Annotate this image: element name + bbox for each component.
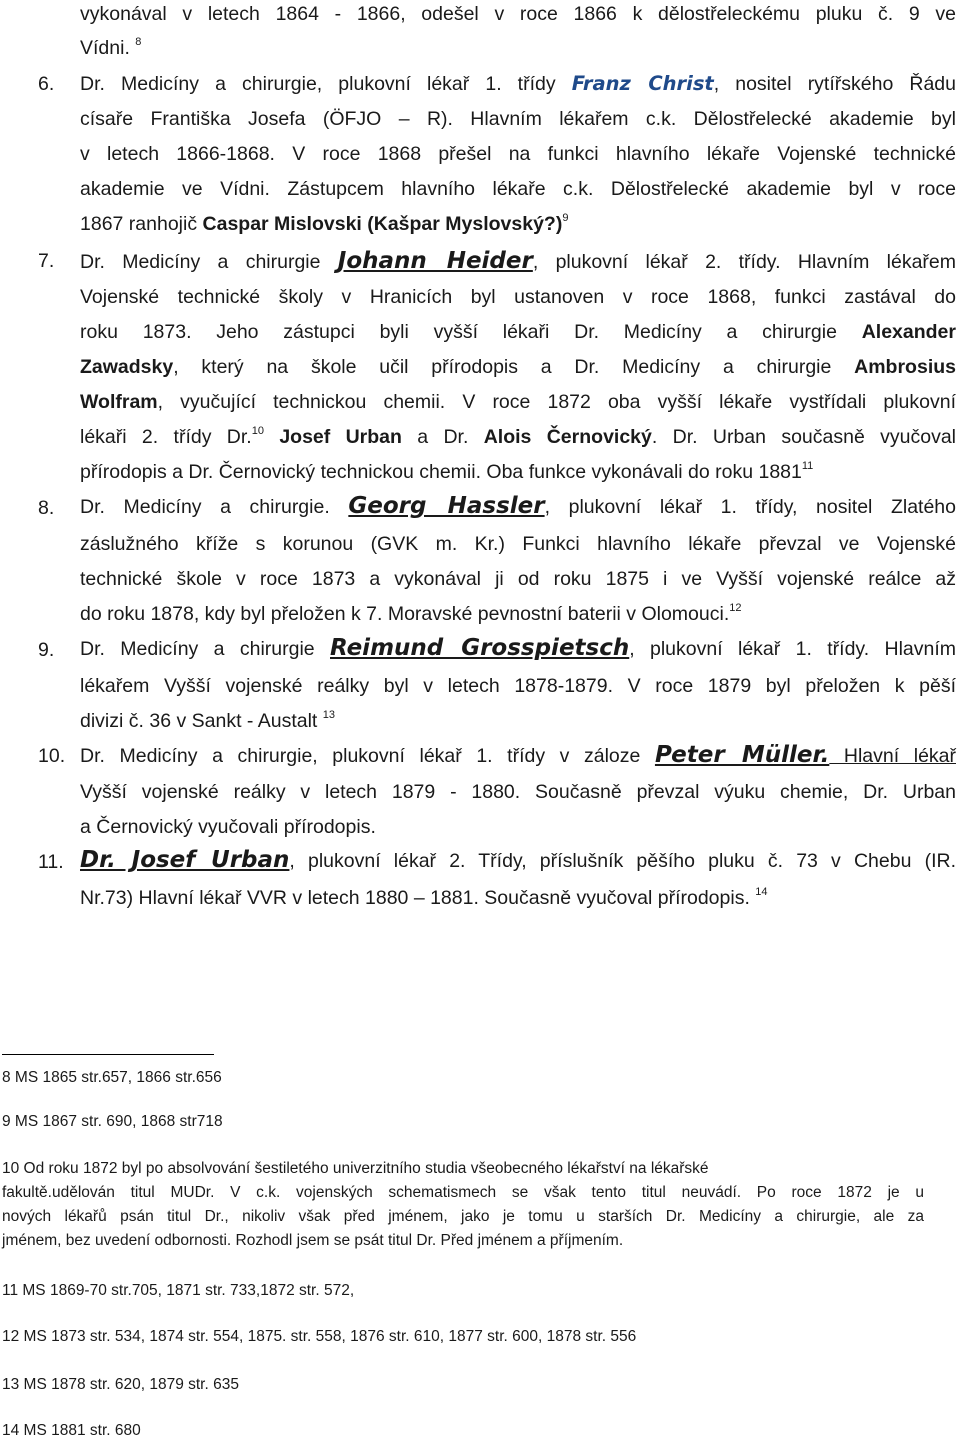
footnote-separator <box>2 1054 214 1055</box>
footnote-line: jménem, bez uvedení odbornosti. Rozhodl jsem se psát titul Dr. Před jménem a příjmením. <box>2 1232 624 1249</box>
person-name: Franz Christ <box>571 72 714 95</box>
footnote-9: 9 MS 1867 str. 690, 1868 str718 <box>2 1113 223 1130</box>
person-name: Alois Černovický <box>483 426 652 448</box>
text-line <box>80 285 956 309</box>
text: , vyučující technickou chemii. V roce 1872 oba vyšší lékaře vystřídali plukovní <box>157 391 956 413</box>
footnote-line: nových lékařů psán titul Dr., nikoliv však před jménem, jako je tomu u starších Dr. Medicíny a chirurgie, ale za <box>2 1208 924 1225</box>
text-line <box>80 709 335 733</box>
person-name: Ambrosius <box>854 356 956 378</box>
footnote-12: 12 MS 1873 str. 534, 1874 str. 554, 1875. str. 558, 1876 str. 610, 1877 str. 600, 1878 str. 556 <box>2 1328 637 1345</box>
text: Dr. Medicíny a chirurgie <box>80 251 338 273</box>
person-name: Wolfram <box>80 391 158 413</box>
footnote-11: 11 MS 1869-70 str.705, 1871 str. 733,1872 str. 572, <box>2 1282 355 1299</box>
text: , který na škole učil přírodopis a Dr. Medicíny a chirurgie <box>173 356 855 378</box>
text: Vojenské technické školy v Hranicích byl ustanoven v roce 1868, funkci zastával do <box>80 286 956 308</box>
text: 1867 ranhojič <box>80 213 203 235</box>
text-line <box>80 107 956 131</box>
footnote-ref: 11 <box>801 459 814 472</box>
person-name: Dr. Josef Urban <box>80 847 290 873</box>
text-line <box>80 320 956 344</box>
list-number: 9. <box>38 639 55 661</box>
footnote-14: 14 MS 1881 str. 680 <box>2 1422 141 1439</box>
text: císaře Františka Josefa (ÖFJO – R). Hlavním lékařem c.k. Dělostřelecké akademie byl <box>80 108 956 130</box>
text-line <box>80 2 956 26</box>
text-line <box>80 674 956 698</box>
footnote-10 <box>2 1159 924 1251</box>
text: vykonával v letech 1864 - 1866, odešel v roce 1866 k dělostřeleckému pluku č. 9 ve <box>80 3 956 25</box>
text: Vyšší vojenské reálky v letech 1879 - 1880. Současně převzal výuku chemie, Dr. Urban <box>80 781 956 803</box>
text: do roku 1878, kdy byl přeložen k 7. Moravské pevnostní baterii v Olomouci. <box>80 603 730 625</box>
text: přírodopis a Dr. Černovický technickou chemii. Oba funkce vykonávali do roku 1881 <box>80 461 802 483</box>
person-name: Reimund Grosspietsch <box>330 635 630 661</box>
text: Hlavní lékař <box>829 745 956 767</box>
text-line <box>80 390 956 414</box>
text: záslužného kříže s korunou (GVK m. Kr.) Funkci hlavního lékaře převzal ve Vojenské <box>80 533 956 555</box>
footnote-ref: 8 <box>135 35 142 48</box>
text: a Dr. <box>401 426 484 448</box>
text-line <box>80 780 956 804</box>
footnote-ref: 13 <box>322 708 336 721</box>
footnote-13: 13 MS 1878 str. 620, 1879 str. 635 <box>2 1376 239 1393</box>
text: Dr. Medicíny a chirurgie, plukovní lékař 1. třídy <box>80 73 572 95</box>
text: Dr. Medicíny a chirurgie, plukovní lékař 1. třídy v záloze <box>80 745 655 767</box>
text-line <box>80 72 956 96</box>
text-line <box>80 460 813 484</box>
text: , plukovní lékař 2. Třídy, příslušník pěšího pluku č. 73 v Chebu (IR. <box>289 850 956 872</box>
list-number: 7. <box>38 250 55 272</box>
text: v letech 1866-1868. V roce 1868 přešel na funkci hlavního lékaře Vojenské technické <box>80 143 956 165</box>
text: , plukovní lékař 1. třídy, nositel Zlatého <box>544 496 956 518</box>
text-line <box>80 249 956 274</box>
text: a Černovický vyučovali přírodopis. <box>80 816 376 838</box>
list-number: 11. <box>38 851 64 873</box>
person-name: Zawadsky <box>80 356 174 378</box>
text: roku 1873. Jeho zástupci byli vyšší lékaři Dr. Medicíny a chirurgie <box>80 321 862 343</box>
person-name: Caspar Mislovski (Kašpar Myslovský?) <box>202 213 563 235</box>
list-number: 10. <box>38 745 66 767</box>
footnote-ref: 10 <box>251 424 264 437</box>
text: lékařem Vyšší vojenské reálky byl v letech 1878-1879. V roce 1879 byl přeložen k pěší <box>80 675 956 697</box>
text: Dr. Medicíny a chirurgie <box>80 638 331 660</box>
text: Dr. Medicíny a chirurgie. <box>80 496 349 518</box>
footnote-8: 8 MS 1865 str.657, 1866 str.656 <box>2 1069 222 1086</box>
text: , nositel rytířského Řádu <box>713 73 956 95</box>
person-name: Johann Heider <box>337 248 533 274</box>
text-line <box>80 743 956 768</box>
text-line <box>80 848 956 873</box>
text-line <box>80 815 376 839</box>
text-line <box>80 602 742 626</box>
text-line <box>80 567 956 591</box>
footnote-line: fakultě.udělován titul MUDr. V c.k. vojenských schematismech se však tento titul neuvádí. Po roce 1872 je u <box>2 1184 924 1201</box>
text-line <box>80 177 956 201</box>
footnote-ref: 9 <box>562 211 569 224</box>
text: . Dr. Urban současně vyučoval <box>651 426 957 448</box>
text-line <box>80 212 568 236</box>
text-line <box>80 36 141 60</box>
text: , plukovní lékař 2. třídy. Hlavním lékařem <box>532 251 957 273</box>
person-name: Peter Müller. <box>654 742 830 768</box>
person-name: Josef Urban <box>279 426 402 448</box>
text-line <box>80 142 956 166</box>
text: divizi č. 36 v Sankt - Austalt <box>80 710 318 732</box>
text-line <box>80 636 956 661</box>
text: , plukovní lékař 1. třídy. Hlavním <box>629 638 957 660</box>
text-line <box>80 532 956 556</box>
text: lékaři 2. třídy Dr. <box>80 426 252 448</box>
text-line <box>80 494 956 519</box>
text: technické škole v roce 1873 a vykonával ji od roku 1875 i ve Vyšší vojenské reálce až <box>80 568 956 590</box>
text: Nr.73) Hlavní lékař VVR v letech 1880 – 1881. Současně vyučoval přírodopis. <box>80 887 756 909</box>
list-number: 6. <box>38 73 55 95</box>
text-line <box>80 886 768 910</box>
footnote-ref: 12 <box>729 601 742 614</box>
text-line <box>80 355 956 379</box>
text: akademie ve Vídni. Zástupcem hlavního lékaře c.k. Dělostřelecké akademie byl v roce <box>80 178 956 200</box>
footnote-ref: 14 <box>755 885 768 898</box>
footnote-line: 10 Od roku 1872 byl po absolvování šestiletého univerzitního studia všeobecného lékařství na lékařské <box>2 1160 709 1177</box>
text-line <box>80 425 956 449</box>
person-name: Alexander <box>861 321 956 343</box>
person-name: Georg Hassler <box>348 493 545 519</box>
text: Vídni. <box>80 37 130 59</box>
list-number: 8. <box>38 497 55 519</box>
